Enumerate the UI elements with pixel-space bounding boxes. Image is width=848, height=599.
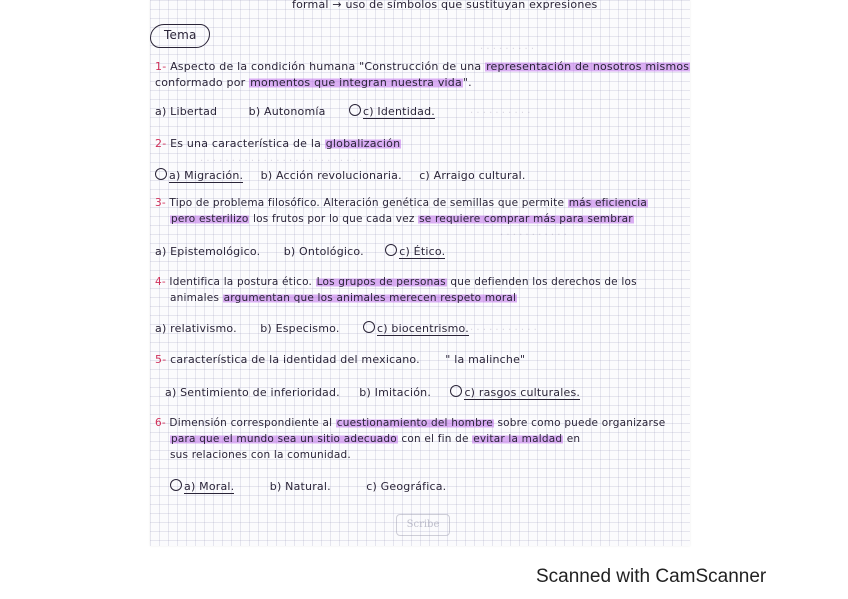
question-text: sobre como puede organizarse: [497, 417, 666, 429]
question-2-options: [155, 168, 526, 182]
option-c-selected: c) Ético.: [399, 245, 446, 258]
question-text: animales: [170, 292, 220, 304]
question-4-options: [155, 321, 469, 335]
show-through-text: · · · · · · · · ·: [480, 44, 535, 55]
question-text: Identifica la postura ético.: [169, 276, 313, 288]
highlighted-phrase: para que el mundo sea un sitio adecuado: [171, 433, 397, 445]
question-text: conformado por: [155, 76, 246, 89]
question-text: Es una característica de la: [170, 137, 322, 150]
highlighted-phrase: Los grupos de personas: [316, 276, 446, 288]
question-text: que defienden los derechos de los: [450, 276, 637, 288]
scanner-watermark: Scanned with CamScanner: [536, 566, 767, 587]
question-6-options: [170, 479, 446, 493]
option-b: b) Acción revolucionaria.: [260, 169, 402, 182]
question-6-line-3: [170, 449, 351, 461]
option-c-selected: c) Identidad.: [362, 105, 435, 118]
notebook-brand-stamp: Scribe: [396, 514, 450, 536]
question-number: 2-: [155, 137, 167, 150]
question-6-line-2: [170, 433, 580, 445]
option-a-selected: a) Migración.: [169, 169, 244, 182]
option-a: a) Epistemológico.: [155, 245, 261, 258]
header-line: formal → uso de símbolos que sustituyan expresiones: [292, 0, 598, 11]
option-a: a) relativismo.: [155, 322, 237, 335]
question-1-line-1: [155, 60, 690, 73]
question-6-line-1: [155, 417, 665, 429]
title-tab-label: Tema: [164, 28, 197, 42]
highlighted-phrase: evitar la maldad: [473, 433, 563, 445]
question-3-options: [155, 244, 445, 258]
option-b: b) Autonomía: [248, 105, 326, 118]
quoted-term: " la malinche": [445, 353, 526, 366]
answer-circle: [363, 321, 375, 333]
highlighted-phrase: globalización: [325, 137, 401, 150]
highlighted-phrase: más eficiencia: [568, 197, 647, 209]
question-text: Dimensión correspondiente al: [169, 417, 333, 429]
answer-circle: [155, 168, 167, 180]
answer-circle: [170, 479, 182, 491]
question-number: 4-: [155, 276, 166, 288]
question-5-options: [165, 385, 580, 399]
show-through-text: · · · · · · · · · · · · · · · · · · · · · · · · · ·: [200, 156, 363, 167]
question-text: ".: [462, 76, 472, 89]
option-c: c) Arraigo cultural.: [419, 169, 526, 182]
question-text: en: [566, 433, 581, 445]
answer-circle: [385, 244, 397, 256]
highlighted-phrase: representación de nosotros mismos: [486, 60, 690, 73]
question-number: 1-: [155, 60, 167, 73]
highlighted-phrase: momentos que integran nuestra vida: [250, 76, 462, 89]
question-number: 3-: [155, 197, 166, 209]
question-number: 6-: [155, 417, 166, 429]
option-c-selected: c) rasgos culturales.: [464, 386, 581, 399]
highlighted-phrase: cuestionamiento del hombre: [336, 417, 493, 429]
highlighted-phrase: pero esterilizo: [171, 213, 249, 225]
question-1-line-2: [155, 76, 472, 89]
show-through-text: · · · · · · · · · ·: [470, 108, 531, 119]
question-text: sus relaciones con la comunidad.: [170, 449, 351, 461]
question-text: Aspecto de la condición humana "Construcción de una: [170, 60, 482, 73]
highlighted-phrase: se requiere comprar más para sembrar: [419, 213, 633, 225]
question-5-line-1: [155, 353, 525, 366]
question-3-line-1: [155, 197, 648, 209]
question-4-line-2: [170, 292, 517, 304]
question-3-line-2: [170, 213, 634, 225]
option-c-selected: c) biocentrismo.: [377, 322, 469, 335]
answer-circle: [450, 385, 462, 397]
option-b: b) Ontológico.: [283, 245, 364, 258]
option-b: b) Imitación.: [359, 386, 432, 399]
question-text: Tipo de problema filosófico. Alteración genética de semillas que permite: [169, 197, 565, 209]
option-a: a) Libertad: [155, 105, 218, 118]
option-a: a) Sentimiento de inferioridad.: [165, 386, 340, 399]
option-c: c) Geográfica.: [366, 480, 447, 493]
show-through-text: · · · · · · · · · · ·: [470, 325, 537, 336]
question-text: característica de la identidad del mexicano.: [170, 353, 420, 366]
question-text: con el fin de: [401, 433, 469, 445]
option-a-selected: a) Moral.: [184, 480, 235, 493]
highlighted-phrase: argumentan que los animales merecen respeto moral: [223, 292, 517, 304]
question-number: 5-: [155, 353, 167, 366]
answer-circle: [349, 104, 361, 116]
question-4-line-1: [155, 276, 637, 288]
question-1-options: [155, 104, 435, 118]
question-2-line-1: [155, 137, 401, 150]
show-through-text: · · · · · · · · · · ·: [500, 230, 567, 241]
option-b: b) Natural.: [269, 480, 331, 493]
question-text: los frutos por lo que cada vez: [253, 213, 415, 225]
option-b: b) Especismo.: [260, 322, 340, 335]
